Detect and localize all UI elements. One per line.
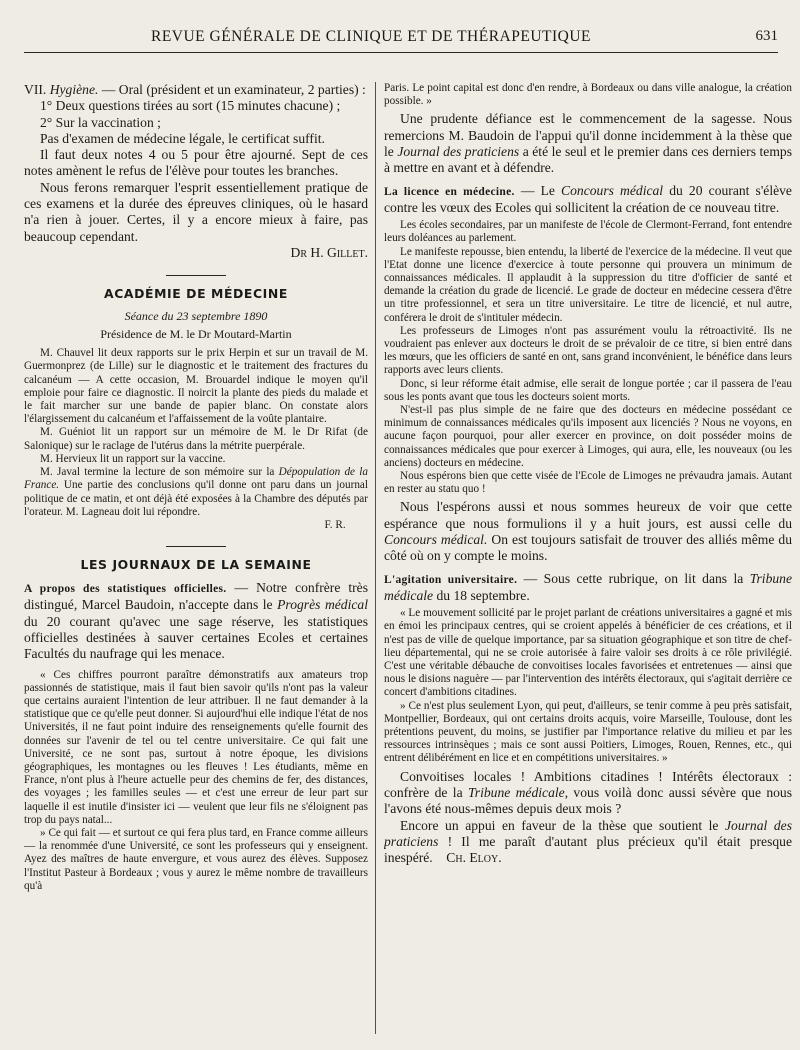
column-divider (375, 82, 376, 1034)
seance-date: Séance du 23 septembre 1890 (124, 309, 268, 324)
agitation-lead: L'agitation universitaire. (384, 573, 518, 586)
progres-medical: Progrès médical (277, 597, 368, 613)
quotation-paragraph: Le manifeste repousse, bien entendu, la liberté de l'exercice de la médecine. Il veut que l'Etat donne une licence d'exercice à toute personne qui prouvera un minimum de connaissances médicales. Il applaudit à la suppression du titre d'officier de santé et demande la création du grade de licencié. Le grade de docteur en médecine cessera d'être un titre professionnel, et sera un titre universitaire. Le titre de licencié, et nul autre, conférera le droit de s'intituler médecin. (384, 245, 792, 324)
quotation-paragraph: Les écoles secondaires, par un manifeste de l'école de Clermont-Ferrand, font entendre leurs doléances au parlement. (384, 219, 792, 245)
agitation-intro: L'agitation universitaire. — Sous cette rubrique, on lit dans la Tribune médicale du 18 septembre. (384, 570, 792, 603)
right-column (384, 82, 792, 1044)
quotation-paragraph: « Le mouvement sollicité par le projet parlant de créations universitaires a gagné et mis en émoi les principaux centres, qui se croient appelés à bénéficier de ces créations, et il n'est pas de ville de quelque importance, par sa situation géographique et son titre de chef-lieu départemental, qui ne se croie autorisée à faire valoir ses droits à ce rôle privilégié. C'est une véritable débauche de convoitises locales favorisées et entretenues — ainsi que nous le disions naguère — par l'intervention des intérêts électoraux, qui s'agitait derrière ce concert d'ambitions citadines. (384, 607, 792, 699)
left-column (24, 82, 368, 1044)
appui-paragraph: Encore un appui en faveur de la thèse que soutient le Journal des praticiens ! Il me paraît d'autant plus précieux qu'il était presque inespéré. Ch. Eloy. (384, 817, 792, 866)
convoitises-paragraph: Convoitises locales ! Ambitions citadines ! Intérêts électoraux : confrère de la Tribune médicale, vous voilà donc aussi sévère que nous l'avons été nous-mêmes depuis deux mois ? (384, 768, 792, 817)
quotation-paragraph: » Ce n'est plus seulement Lyon, qui peut, d'ailleurs, se tenir comme à peu près satisfait, Montpellier, Bordeaux, qui ont certains droits acquis, voire Marseille, Toulouse, dont les prétentions peuvent, du moins, se justifier par l'importance relative du milieu et par les ressources intrinsèques ; mais ce sont aussi Poitiers, Limoges, Rouen, Rennes, etc., qui entrent délibérément en lice et en compétitions universitaires. » (384, 699, 792, 765)
eloy-signature: Ch. Eloy. (446, 850, 502, 866)
hygiene-number: VII. (24, 82, 47, 97)
concours-medical-ref: Concours médical. (384, 532, 488, 548)
statistiques-lead: A propos des statistiques officielles. (24, 583, 227, 596)
quotation-paragraph: Donc, si leur réforme était admise, elle serait de longue portée ; car il passera de l'eau sous les ponts avant que tous les docteurs soient morts. (384, 377, 792, 403)
espoir-paragraph: Nous l'espérons aussi et nous sommes heureux de voir que cette espérance que nous formulions il y a huit jours, est aussi celle du Concours médical. On est toujours satisfait de trouver des alliés même du côté où on y compte le moins. (384, 499, 792, 564)
defiance-paragraph: Une prudente défiance est le commencement de la sagesse. Nous remercions M. Baudoin de l'appui qu'il donne incidemment à la thèse que le Journal des praticiens a été le seul et le premier dans ces derniers temps à mettre en avant et à défendre. (384, 111, 792, 176)
quotation-paragraph: « Ces chiffres pourront paraître démonstratifs aux amateurs trop passionnés de statistique, mais il faut bien savoir qu'ils n'ont pas la valeur que certains auraient l'intention de leur attribuer. Il ne faut demander à la statistique que ce qu'elle peut donner. Si aujourd'hui elle indique l'état de nos Universités, il ne faut point induire des renseignements qu'elle fournit des données sur l'avenir de tel ou tel centre universitaire. Ce qui fait une Université, ce ne sont pas, surtout à notre époque, les divisions géographiques, les montagnes ou les fleuves ! Les étudiants, même en France, n'ont plus à l'heure actuelle peur des chemins de fer, des distances, des voyages ; les familles seules — et c'est une erreur de leur part sur laquelle il est inutile d'insister ici — veulent que leur fils ne s'éloignent pas trop du pays natal... (24, 668, 368, 826)
hygiene-label: Hygiène. (49, 82, 99, 97)
hygiene-paragraph: Pas d'examen de médecine légale, le certificat suffit. (40, 130, 325, 146)
academie-paragraph: M. Hervieux lit un rapport sur la vaccine. (40, 452, 226, 465)
running-title: REVUE GÉNÉRALE DE CLINIQUE ET DE THÉRAPEUTIQUE (150, 28, 591, 45)
academie-title: ACADÉMIE DE MÉDECINE (104, 286, 288, 302)
academie-paragraph: M. Javal termine la lecture de son mémoire sur la Dépopulation de la France. Une partie des conclusions qu'il donne ont paru dans un journal politique de ce matin, et ont déjà été exposées à la Chambre des députés par l'orateur. M. Lagneau doit lui répondre. (24, 466, 368, 518)
two-column-body (24, 82, 792, 1044)
academie-paragraph: M. Chauvel lit deux rapports sur le prix Herpin et sur un travail de M. Guermonprez (de Lille) sur le diagnostic et le traitement des fractures du calcanéum — A cette occasion, M. Brouardel indique le moyen qu'il emploie pour faire ce diagnostic. Il noircit la plante des pieds du malade et le fait marcher sur une bande de papier blanc. On constate alors l'élargissement du calcanéum et l'affaissement de la voûte plantaire. (24, 347, 368, 426)
academie-paragraph: M. Guéniot lit un rapport sur un mémoire de M. le Dr Rifat (de Salonique) sur le raclage de l'utérus dans la métrite puerpérale. (24, 426, 368, 452)
concours-medical: Concours médical (561, 182, 664, 198)
journaux-title: LES JOURNAUX DE LA SEMAINE (80, 557, 312, 573)
quotation-continued: Paris. Le point capital est donc d'en rendre, à Bordeaux ou dans ville analogue, la création possible. » (384, 82, 792, 108)
hygiene-intro: — Oral (président et un examinateur, 2 parties) : (98, 82, 366, 97)
page-number: 631 (755, 28, 778, 44)
journal-praticiens-ref: Journal des praticiens (384, 817, 792, 849)
quotation-paragraph: » Ce qui fait — et surtout ce qui fera plus tard, en France comme ailleurs — la renommée d'une Université, ce sont les professeurs qui y enseignent. Ayez des maîtres de haute envergure, et vous aurez des élèves. Supposez l'Institut Pasteur à Bordeaux ; vous y aurez le même nombre de travailleurs qu'à (24, 827, 368, 892)
hygiene-paragraph: Nous ferons remarquer l'esprit essentiellement pratique de ces examens et la durée des épreuves cliniques, où le hasard n'a rien à jouer. Certes, il y a encore mieux à faire, pas beaucoup cependant. (24, 179, 368, 244)
quotation-paragraph: N'est-il pas plus simple de ne faire que des docteurs en médecine possédant ce minimum de connaissances médicales qu'ils imposent aux licenciés ? Nous ne voyons, en aucune façon pourquoi, pour aller exercer en province, on doit posséder moins de connaissances médicales que pour exercer à Limoges, qui aura, elle, les nouveaux (ou les anciens) docteurs en médecine. (384, 404, 792, 469)
section-rule (166, 275, 226, 276)
journaux-intro: A propos des statistiques officielles. — Notre confrère très distingué, Marcel Baudoin, n'accepte dans le Progrès médical du 20 courant qu'avec une sage réserve, les statistiques officielles destinées à sauver certaines Ecoles et certaines Facultés du naufrage qui les menace. (24, 580, 368, 662)
quotation-paragraph: Les professeurs de Limoges n'ont pas assurément voulu la rétroactivité. Ils ne voudraient pas enlever aux docteurs le droit de se prévaloir de ce titre, si bien entré dans les mœurs, que les officiers de santé en ont, sans grand inconvénient, le bénéfice dans leurs rapports avec leurs clients. (384, 324, 792, 377)
hygiene-heading (24, 82, 368, 98)
hygiene-item-1: 1° Deux questions tirées au sort (15 minutes chacune) ; (40, 98, 341, 114)
hygiene-signature: Dr H. Gillet. (290, 244, 368, 260)
licence-intro: La licence en médecine. — Le Concours médical du 20 courant s'élève contre les vœux des Ecoles qui sollicitent la création de ce nouveau titre. (384, 182, 792, 215)
tribune-medicale: Tribune médicale (384, 570, 792, 603)
academie-initials: F. R. (324, 518, 346, 531)
section-rule (166, 546, 226, 547)
page-header (24, 24, 778, 53)
journal-praticiens: Journal des praticiens (397, 144, 520, 159)
hygiene-item-2: 2° Sur la vaccination ; (40, 114, 161, 130)
tribune-medicale-ref: Tribune médicale (467, 784, 565, 800)
depopulation-title: Dépopulation de la France. (24, 466, 368, 492)
hygiene-paragraph: Il faut deux notes 4 ou 5 pour être ajourné. Sept de ces notes amènent le refus de l'élève pour toutes les branches. (24, 147, 368, 179)
presidence-line: Présidence de M. le Dr Moutard-Martin (100, 327, 292, 342)
quotation-paragraph: Nous espérons bien que cette visée de l'Ecole de Limoges ne prévaudra jamais. Autant en rester au statu quo ! (384, 470, 792, 496)
licence-lead: La licence en médecine. (384, 185, 515, 198)
